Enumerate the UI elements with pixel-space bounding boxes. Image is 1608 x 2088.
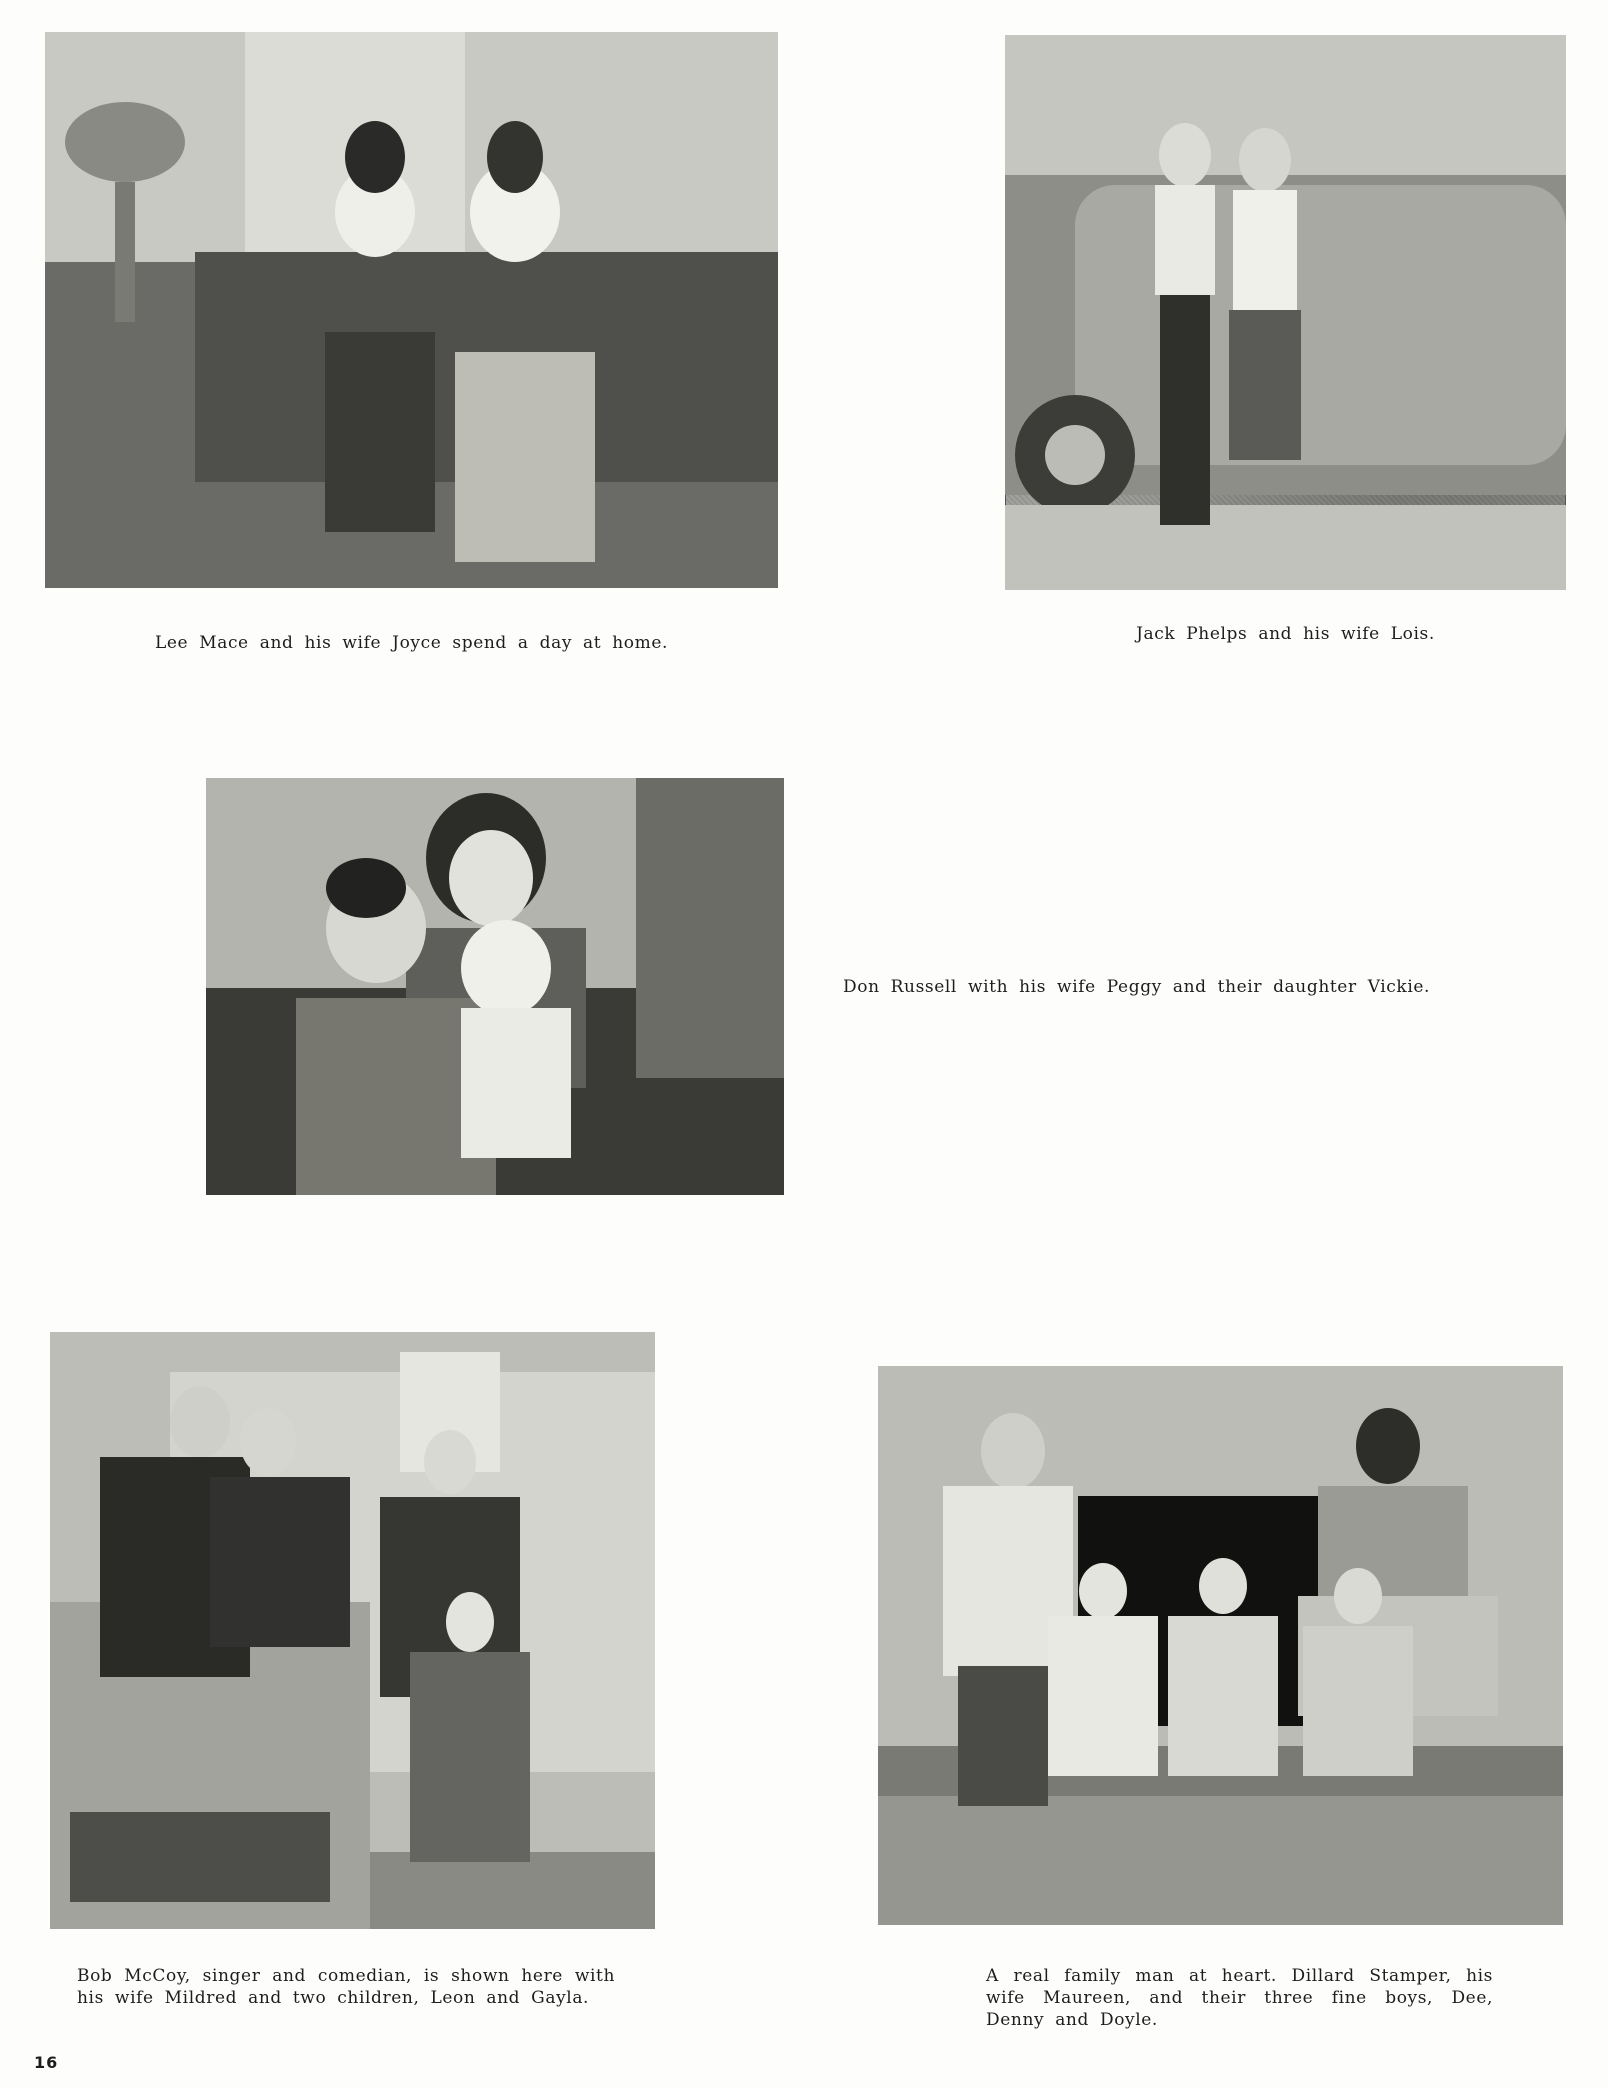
photo-don-russell-figures [206,778,784,1195]
photo-bob-mccoy [50,1332,655,1929]
caption-don-russell: Don Russell with his wife Peggy and their daughter Vickie. [843,977,1431,997]
photo-jack-phelps-figures [1005,35,1566,590]
photo-bob-mccoy-figures [50,1332,655,1929]
caption-bob-mccoy: Bob McCoy, singer and comedian, is shown here with his wife Mildred and two children, Leon and Gayla. [77,1966,615,2008]
page-number: 16 [34,2053,59,2072]
caption-jack-phelps: Jack Phelps and his wife Lois. [1136,624,1435,644]
photo-dillard-stamper-figures [878,1366,1563,1925]
caption-lee-mace: Lee Mace and his wife Joyce spend a day at home. [154,633,668,653]
photo-don-russell [206,778,784,1195]
photo-lee-mace-figures [45,32,778,588]
photo-lee-mace [45,32,778,588]
caption-dillard-stamper: A real family man at heart. Dillard Stamper, his wife Maureen, and their three fine boys, Dee, Denny and Doyle. [986,1966,1493,2030]
photo-dillard-stamper [878,1366,1563,1925]
photo-jack-phelps [1005,35,1566,590]
